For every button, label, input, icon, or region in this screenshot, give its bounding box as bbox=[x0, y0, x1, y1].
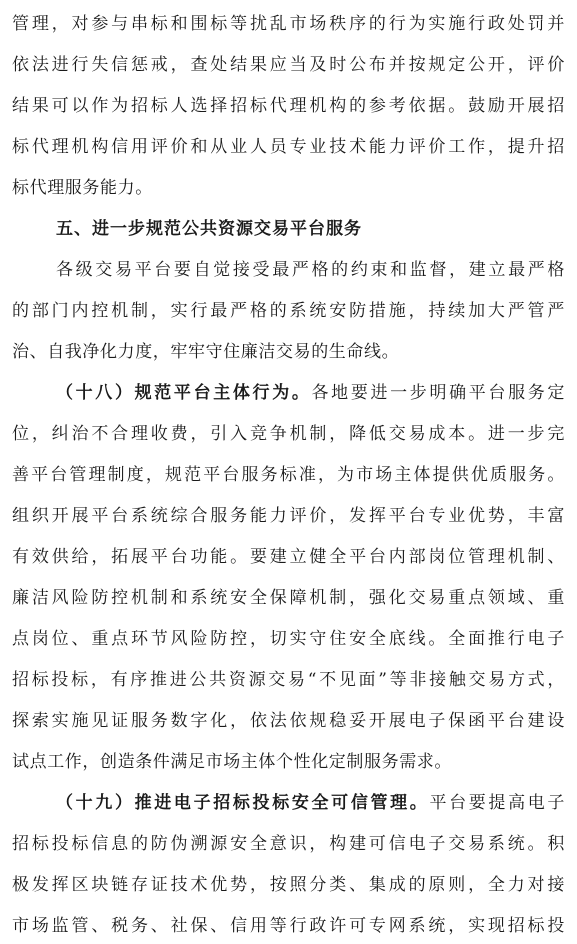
paragraph-line: 依法进行失信惩戒，查处结果应当及时公布并按规定公开，评价 bbox=[12, 55, 565, 75]
paragraph-line: 探索实施见证服务数字化，依法依规稳妥开展电子保函平台建设 bbox=[12, 711, 565, 731]
paragraph-line: 组织开展平台系统综合服务能力评价，发挥平台专业优势，丰富 bbox=[12, 506, 565, 526]
paragraph-line: 标代理服务能力。 bbox=[12, 178, 153, 198]
item-19-first-line bbox=[56, 785, 565, 821]
item-19-title: （十九）推进电子招标投标安全可信管理。 bbox=[56, 793, 430, 813]
paragraph-line: 市场监管、税务、社保、信用等行政许可专网系统，实现招标投 bbox=[12, 916, 565, 936]
paragraph-line: 招标投标，有序推进公共资源交易“不见面”等非接触交易方式， bbox=[12, 670, 565, 690]
paragraph-line: 结果可以作为招标人选择招标代理机构的参考依据。鼓励开展招 bbox=[12, 96, 565, 116]
item-18-text: 各地要进一步明确平台服务定 bbox=[311, 383, 565, 403]
paragraph-line: 标代理机构信用评价和从业人员专业技术能力评价工作，提升招 bbox=[12, 137, 565, 157]
section-heading: 五、进一步规范公共资源交易平台服务 bbox=[56, 219, 362, 239]
paragraph-line: 善平台管理制度，规范平台服务标准，为市场主体提供优质服务。 bbox=[12, 465, 565, 485]
item-18-first-line bbox=[56, 375, 565, 411]
paragraph-line: 位，纠治不合理收费，引入竞争机制，降低交易成本。进一步完 bbox=[12, 424, 565, 444]
paragraph-line: 廉洁风险防控机制和系统安全保障机制，强化交易重点领域、重 bbox=[12, 588, 565, 608]
paragraph-line: 点岗位、重点环节风险防控，切实守住安全底线。全面推行电子 bbox=[12, 629, 565, 649]
paragraph-line: 有效供给，拓展平台功能。要建立健全平台内部岗位管理机制、 bbox=[12, 547, 565, 567]
paragraph-line: 极发挥区块链存证技术优势，按照分类、集成的原则，全力对接 bbox=[12, 875, 565, 895]
paragraph-line: 治、自我净化力度，牢牢守住廉洁交易的生命线。 bbox=[12, 342, 400, 362]
paragraph-line: 各级交易平台要自觉接受最严格的约束和监督，建立最严格 bbox=[56, 260, 565, 280]
paragraph-line: 试点工作，创造条件满足市场主体个性化定制服务需求。 bbox=[12, 752, 452, 772]
item-19-text: 平台要提高电子 bbox=[429, 793, 565, 813]
paragraph-line: 的部门内控机制，实行最严格的系统安防措施，持续加大严管严 bbox=[12, 301, 565, 321]
paragraph-line: 招标投标信息的防伪溯源安全意识，构建可信电子交易系统。积 bbox=[12, 834, 565, 854]
item-18-title: （十八）规范平台主体行为。 bbox=[56, 383, 312, 403]
paragraph-line: 管理，对参与串标和围标等扰乱市场秩序的行为实施行政处罚并 bbox=[12, 14, 565, 34]
